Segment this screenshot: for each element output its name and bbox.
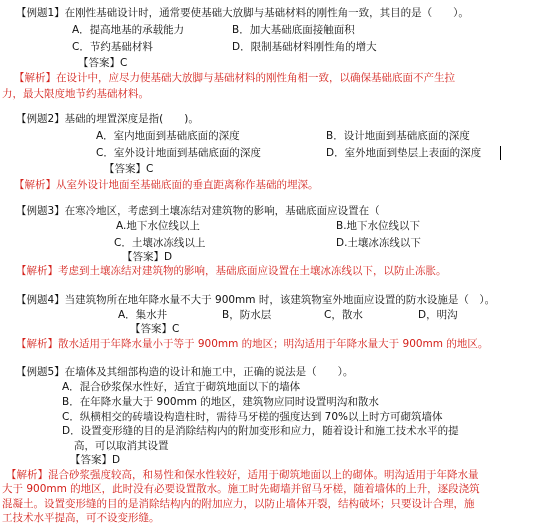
q4-option-c: C，散水	[324, 309, 363, 321]
q4-option-d: D，明沟	[418, 309, 458, 321]
q5-analysis-line-1: 【解析】混合砂浆强度较高，和易性和保水性较好，适用于砌筑地面以上的砌体。明沟适用于年降水量	[6, 469, 479, 481]
q5-option-c: C．纵横相交的砖墙设构造柱时，需待马牙槎的强度达到 70%以上时方可砌筑墙体	[62, 411, 443, 423]
q4-option-b: B，防水层	[222, 309, 272, 321]
q5-analysis-line-4: 工技术水平提高，可不设变形缝。	[2, 512, 160, 524]
q5-stem: 【例题5】在墙体及其细部构造的设计和施工中，正确的说法是（ ）。	[16, 366, 354, 378]
q3-option-c: C．土壤冰冻线以上	[114, 237, 206, 249]
q3-analysis: 【解析】考虑到土壤冻结对建筑物的影响，基础底面应设置在土壤冰冻线以下，以防止冻胀。	[16, 265, 447, 277]
q5-option-d-line-1: D．设置变形缝的目的是消除结构内的附加变形和应力，随着设计和施工技术水平的提	[62, 425, 459, 437]
q4-analysis: 【解析】散水适用于年降水量小于等于 900mm 的地区；明沟适用于年降水量大于 900mm 的地区。	[16, 338, 489, 350]
q1-option-d: D．限制基础材料刚性角的增大	[232, 41, 377, 53]
q5-option-a: A．混合砂浆保水性好，适宜于砌筑地面以下的墙体	[62, 381, 301, 393]
q5-analysis-line-2: 大于 900mm 的地区，此时没有必要设置散水。施工时先砌墙并留马牙槎，随着墙体的上升，逐段浇筑	[2, 483, 480, 495]
q2-option-c: C．室外设计地面到基础底面的深度	[96, 147, 261, 159]
text-cursor	[500, 146, 501, 160]
q5-option-b: B．在年降水量大于 900mm 的地区，建筑物应同时设置明沟和散水	[62, 396, 379, 408]
q5-analysis-line-3: 混凝土。设置变形缝的目的是消除结构内的附加应力，以防止墙体开裂，结构破坏；只要设计合理，施	[2, 498, 475, 510]
q1-analysis-line-1: 【解析】在设计中，应尽力使基础大放脚与基础材料的刚性角相一致，以确保基础底面不产生拉	[14, 72, 455, 84]
q1-stem: 【例题1】在刚性基础设计时，通常要使基础大放脚与基础材料的刚性角一致，其目的是（ ）。	[16, 7, 469, 19]
q2-option-b: B．设计地面到基础底面的深度	[326, 130, 470, 142]
q3-option-d: D.土壤冰冻线以下	[336, 237, 421, 249]
q4-stem: 【例题4】当建筑物所在地年降水量不大于 900mm 时，该建筑物室外地面应设置的防水设施是（ ）。	[16, 294, 496, 306]
q2-stem: 【例题2】基础的埋置深度是指( )。	[16, 113, 199, 125]
q1-analysis-line-2: 力，最大限度地节约基础材料。	[2, 88, 149, 100]
q3-option-a: A.地下水位线以上	[116, 220, 200, 232]
q1-option-b: B．加大基础底面接触面积	[232, 24, 355, 36]
q2-option-d: D．室外地面到垫层上表面的深度	[326, 147, 482, 159]
q3-answer: 【答案】D	[122, 251, 173, 263]
q5-option-d-line-2: 高，可以取消其设置	[74, 440, 169, 452]
q3-option-b: B.地下水位线以下	[336, 220, 421, 232]
q4-option-a: A．集水井	[118, 309, 168, 321]
q2-option-a: A．室内地面到基础底面的深度	[96, 130, 240, 142]
q3-stem: 【例题3】在寒冷地区，考虑到土壤冻结对建筑物的影响，基础底面应设置在（	[16, 205, 380, 217]
q4-answer: 【答案】C	[130, 323, 180, 335]
q1-answer: 【答案】C	[78, 57, 128, 69]
q5-answer: 【答案】D	[70, 454, 121, 466]
q1-option-a: A．提高地基的承载能力	[72, 24, 185, 36]
q2-analysis: 【解析】从室外设计地面至基础底面的垂直距离称作基础的埋深。	[14, 179, 319, 191]
q1-option-c: C．节约基础材料	[72, 41, 153, 53]
q2-answer: 【答案】C	[104, 163, 154, 175]
